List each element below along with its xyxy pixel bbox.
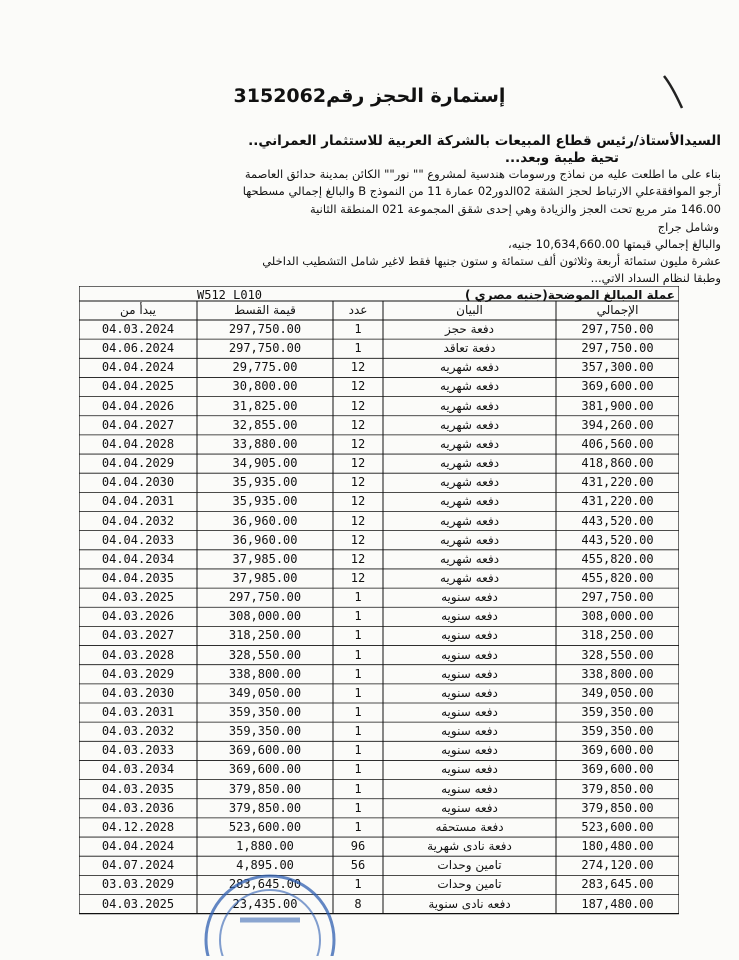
table-cell-total: 308,000.00	[581, 609, 654, 624]
table-cell-description: دفعه سنويه	[441, 781, 498, 796]
table-cell-start: 04.04.2035	[101, 570, 175, 585]
table-cell-amount: 35,935.00	[232, 475, 298, 490]
table-cell-description: دفعه شهريه	[439, 494, 500, 509]
table-cell-total: 443,520.00	[581, 513, 654, 528]
intro-line: أرجو الموافقةعلي الارتباط لحجز الشقة 02الدور02 عمارة 11 من النموذج B والبالغ إجمالي مسطحها	[242, 184, 721, 198]
table-cell-count: 12	[350, 379, 366, 394]
table-cell-description: دفعه شهريه	[439, 398, 500, 413]
table-cell-start: 04.12.2028	[101, 819, 175, 834]
table-cell-total: 187,480.00	[581, 896, 654, 911]
salutation: السيدالأستاذ/رئيس قطاع المبيعات بالشركة العربية للاستثمار العمراني..	[248, 133, 721, 149]
table-cell-start: 03.03.2029	[101, 877, 175, 892]
table-cell-description: دفعه شهريه	[439, 436, 500, 451]
table-cell-start: 04.04.2024	[101, 839, 175, 854]
table-cell-description: دفعه سنويه	[441, 628, 498, 643]
table-cell-description: دفعه شهريه	[439, 475, 500, 490]
table-cell-count: 96	[350, 839, 366, 854]
table-cell-start: 04.06.2024	[101, 341, 175, 356]
page-title: إستمارة الحجز رقم3152062	[233, 85, 506, 107]
payment-system-line: وطبقا لنظام السداد الاتي...	[590, 271, 721, 285]
table-cell-amount: 297,750.00	[228, 341, 302, 356]
table-cell-amount: 37,985.00	[232, 570, 298, 585]
table-cell-amount: 297,750.00	[228, 322, 302, 336]
table-cell-total: 297,750.00	[581, 341, 654, 356]
table-cell-count: 1	[354, 666, 362, 681]
table-cell-start: 04.04.2031	[101, 494, 175, 509]
table-cell-start: 04.04.2030	[101, 475, 175, 490]
table-cell-total: 297,750.00	[581, 590, 654, 605]
table-cell-description: دفعه سنويه	[441, 762, 498, 777]
table-cell-total: 523,600.00	[581, 819, 654, 834]
table-cell-amount: 35,935.00	[232, 494, 298, 509]
table-cell-start: 04.03.2028	[101, 647, 175, 662]
table-cell-description: تامين وحدات	[437, 858, 502, 873]
table-cell-total: 431,220.00	[581, 494, 654, 509]
table-cell-start: 04.03.2027	[101, 628, 175, 643]
table-cell-start: 04.03.2030	[101, 685, 175, 700]
table-cell-count: 1	[354, 590, 362, 605]
company-stamp	[200, 860, 340, 956]
table-cell-count: 12	[350, 513, 366, 528]
table-cell-amount: 34,905.00	[232, 456, 298, 471]
table-cell-description: دفعه سنويه	[441, 609, 498, 624]
table-cell-start: 04.03.2032	[101, 724, 175, 739]
table-cell-start: 04.04.2033	[101, 532, 175, 547]
table-cell-total: 369,600.00	[581, 762, 654, 777]
table-cell-description: دفعه سنويه	[441, 705, 498, 719]
table-cell-amount: 4,895.00	[236, 858, 294, 873]
table-cell-total: 297,750.00	[581, 322, 654, 336]
table-cell-count: 12	[350, 570, 366, 585]
table-cell-count: 1	[354, 743, 362, 758]
table-code-label: W512 L010	[197, 288, 263, 302]
table-cell-amount: 338,800.00	[228, 666, 302, 681]
table-cell-total: 318,250.00	[581, 628, 654, 643]
table-cell-amount: 308,000.00	[228, 609, 302, 624]
table-cell-description: دفعه شهريه	[439, 513, 500, 528]
table-cell-count: 1	[354, 647, 362, 662]
table-cell-start: 04.03.2029	[101, 666, 175, 681]
table-cell-count: 12	[350, 360, 366, 375]
header-total: الإجمالي	[596, 303, 639, 317]
table-cell-amount: 359,350.00	[228, 705, 302, 719]
table-cell-total: 328,550.00	[581, 647, 654, 662]
total-value-words: عشرة مليون ستمائة أربعة وثلاثون ألف ستمائة و ستون جنيها فقط لاغير شامل التشطيب الداخلي	[262, 254, 721, 268]
table-cell-description: دفعه شهريه	[439, 360, 500, 375]
table-cell-start: 04.03.2025	[101, 590, 175, 605]
table-cell-count: 12	[350, 494, 366, 509]
table-cell-amount: 36,960.00	[232, 513, 298, 528]
table-cell-start: 04.03.2026	[101, 609, 175, 624]
table-cell-total: 431,220.00	[581, 475, 654, 490]
table-cell-count: 8	[354, 896, 362, 911]
table-cell-count: 1	[354, 781, 362, 796]
table-cell-count: 1	[354, 628, 362, 643]
intro-line: 146.00 متر مربع تحت العجز والزيادة وهي إحدى شقق المجموعة 021 المنطقة الثانية	[310, 202, 721, 216]
table-cell-amount: 23,435.00	[232, 896, 298, 911]
table-cell-amount: 36,960.00	[232, 532, 298, 547]
header-count: عدد	[348, 303, 368, 317]
currency-label: عملة المبالغ الموضحة(جنيه مصري )	[464, 288, 675, 302]
table-cell-start: 04.04.2028	[101, 436, 175, 451]
table-cell-total: 369,600.00	[581, 743, 654, 758]
table-cell-amount: 31,825.00	[232, 398, 298, 413]
intro-line: بناء على ما اطلعت عليه من نماذج ورسومات هندسية لمشروع "" نور"" الكائن بمدينة حدائق العاصمة	[244, 167, 721, 181]
table-cell-total: 379,850.00	[581, 781, 654, 796]
table-cell-count: 1	[354, 705, 362, 719]
table-cell-total: 381,900.00	[581, 398, 654, 413]
table-cell-count: 12	[350, 436, 366, 451]
total-value-line: والبالغ إجمالي قيمتها 10,634,660.00 جنيه،	[508, 237, 721, 251]
greeting: تحية طيبة وبعد...	[504, 150, 619, 166]
table-cell-start: 04.04.2032	[101, 513, 175, 528]
table-cell-description: دفعه شهريه	[439, 551, 500, 566]
table-cell-amount: 369,600.00	[228, 743, 302, 758]
table-cell-count: 1	[354, 762, 362, 777]
table-cell-count: 1	[354, 800, 362, 815]
table-cell-start: 04.04.2034	[101, 551, 175, 566]
table-cell-start: 04.04.2024	[101, 360, 175, 375]
table-cell-count: 12	[350, 532, 366, 547]
table-cell-amount: 369,600.00	[228, 762, 302, 777]
table-cell-start: 04.03.2025	[101, 896, 175, 911]
table-cell-start: 04.03.2035	[101, 781, 175, 796]
table-cell-description: دفعه نادى سنوية	[428, 896, 511, 911]
table-cell-amount: 297,750.00	[228, 590, 302, 605]
table-cell-count: 12	[350, 456, 366, 471]
table-cell-total: 418,860.00	[581, 456, 654, 471]
intro-line: وشامل جراج	[657, 220, 719, 234]
table-cell-amount: 37,985.00	[232, 551, 298, 566]
header-description: البيان	[456, 303, 483, 317]
table-cell-start: 04.03.2033	[101, 743, 175, 758]
table-cell-total: 359,350.00	[581, 724, 654, 739]
table-cell-amount: 33,880.00	[232, 436, 298, 451]
table-cell-description: تامين وحدات	[437, 877, 502, 892]
table-cell-total: 369,600.00	[581, 379, 654, 394]
table-cell-description: دفعه سنويه	[441, 647, 498, 662]
table-cell-description: دفعه شهريه	[439, 456, 500, 471]
table-cell-description: دفعة نادى شهرية	[427, 839, 512, 854]
table-cell-total: 180,480.00	[581, 839, 654, 854]
table-cell-description: دفعه سنويه	[441, 666, 498, 681]
table-cell-total: 379,850.00	[581, 800, 654, 815]
table-cell-description: دفعه شهريه	[439, 417, 500, 432]
table-cell-description: دفعة مستحقه	[435, 819, 504, 834]
table-cell-start: 04.03.2034	[101, 762, 175, 777]
table-cell-total: 455,820.00	[581, 551, 654, 566]
table-cell-amount: 349,050.00	[228, 685, 302, 700]
table-cell-start: 04.03.2031	[101, 705, 175, 719]
table-cell-start: 04.03.2024	[101, 322, 175, 336]
table-cell-description: دفعه سنويه	[441, 685, 498, 700]
table-cell-amount: 523,600.00	[228, 819, 302, 834]
table-cell-total: 274,120.00	[581, 858, 654, 873]
payment-schedule-table	[79, 286, 679, 918]
table-cell-description: دفعه سنويه	[441, 743, 498, 758]
table-cell-total: 443,520.00	[581, 532, 654, 547]
header-amount: قيمة القسط	[234, 303, 296, 317]
table-cell-count: 1	[354, 341, 362, 356]
table-cell-description: دفعه شهريه	[439, 379, 500, 394]
table-cell-description: دفعه شهريه	[439, 532, 500, 547]
table-cell-count: 12	[350, 475, 366, 490]
table-cell-amount: 318,250.00	[228, 628, 302, 643]
table-cell-count: 1	[354, 685, 362, 700]
table-cell-total: 406,560.00	[581, 436, 654, 451]
table-cell-amount: 32,855.00	[232, 417, 298, 432]
table-cell-amount: 29,775.00	[232, 360, 298, 375]
table-cell-start: 04.04.2027	[101, 417, 175, 432]
table-cell-description: دفعة تعاقد	[443, 341, 496, 356]
table-cell-start: 04.04.2025	[101, 379, 175, 394]
table-cell-count: 12	[350, 417, 366, 432]
table-cell-description: دفعه سنويه	[441, 590, 498, 605]
table-cell-count: 1	[354, 609, 362, 624]
table-cell-start: 04.07.2024	[101, 858, 175, 873]
table-cell-count: 56	[350, 858, 366, 873]
table-cell-description: دفعه سنويه	[441, 800, 498, 815]
table-cell-total: 349,050.00	[581, 685, 654, 700]
table-cell-description: دفعه سنويه	[441, 724, 498, 739]
table-cell-start: 04.03.2036	[101, 800, 175, 815]
table-cell-amount: 283,645.00	[228, 877, 302, 892]
table-cell-total: 338,800.00	[581, 666, 654, 681]
table-cell-total: 394,260.00	[581, 417, 654, 432]
table-cell-count: 12	[350, 551, 366, 566]
table-cell-amount: 359,350.00	[228, 724, 302, 739]
table-cell-amount: 328,550.00	[228, 647, 302, 662]
table-cell-start: 04.04.2029	[101, 456, 175, 471]
table-cell-total: 359,350.00	[581, 705, 654, 719]
table-cell-count: 1	[354, 819, 362, 834]
table-cell-amount: 30,800.00	[232, 379, 298, 394]
table-cell-description: دفعه شهريه	[439, 570, 500, 585]
table-cell-amount: 379,850.00	[228, 800, 302, 815]
table-cell-count: 12	[350, 398, 366, 413]
table-cell-total: 283,645.00	[581, 877, 654, 892]
table-cell-start: 04.04.2026	[101, 398, 175, 413]
table-cell-count: 1	[354, 322, 362, 336]
table-cell-count: 1	[354, 877, 362, 892]
table-cell-count: 1	[354, 724, 362, 739]
table-cell-amount: 1,880.00	[236, 839, 294, 854]
table-cell-description: دفعة حجز	[445, 322, 494, 336]
header-start: يبدأ من	[120, 303, 156, 317]
table-cell-total: 357,300.00	[581, 360, 654, 375]
table-cell-total: 455,820.00	[581, 570, 654, 585]
table-cell-amount: 379,850.00	[228, 781, 302, 796]
